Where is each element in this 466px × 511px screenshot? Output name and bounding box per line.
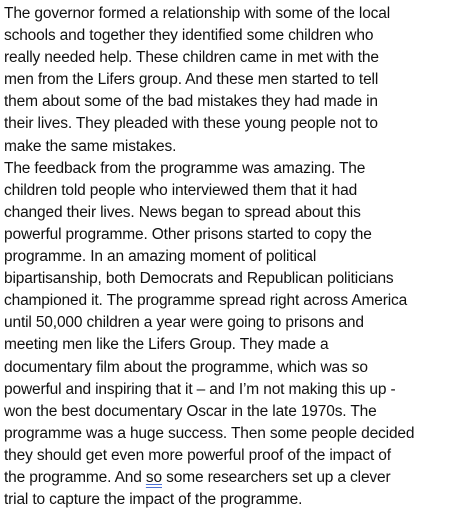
paragraph-2: [4, 158, 462, 511]
text-line: really needed help. These children came in met with the: [4, 49, 379, 67]
text-line: until 50,000 children a year were going to prisons and: [4, 314, 364, 332]
text-line: them about some of the bad mistakes they had made in: [4, 93, 378, 111]
text-line: The feedback from the programme was amazing. The: [4, 159, 366, 177]
text-line: men from the Lifers group. And these men started to tell: [4, 71, 379, 89]
text-line: children told people who interviewed them that it had: [4, 181, 358, 199]
text-line: bipartisanship, both Democrats and Republican politicians: [4, 270, 394, 288]
text-line: trial to capture the impact of the programme.: [4, 491, 303, 509]
text-line: changed their lives. News began to spread about this: [4, 203, 361, 221]
text-line: won the best documentary Oscar in the late 1970s. The: [4, 402, 377, 420]
text-line: powerful and inspiring that it – and I’m not making this up -: [4, 380, 396, 398]
text-line: programme was a huge success. Then some people decided: [4, 424, 415, 442]
text-line-with-flag: [4, 467, 462, 489]
text-line: their lives. They pleaded with these young people not to: [4, 115, 378, 133]
text-line: meeting men like the Lifers Group. They made a: [4, 336, 329, 354]
text-line: documentary film about the programme, which was so: [4, 358, 368, 376]
text-line: powerful programme. Other prisons started to copy the: [4, 225, 372, 243]
text-line: championed it. The programme spread right across America: [4, 292, 408, 310]
text-segment: some researchers set up a clever: [161, 468, 391, 486]
text-line: The governor formed a relationship with some of the local: [4, 5, 391, 22]
text-segment: the programme. And: [4, 468, 146, 486]
text-line: schools and together they identified some children who: [4, 27, 374, 45]
grammar-flagged-word[interactable]: so: [145, 468, 162, 486]
paragraph-1: [4, 3, 462, 158]
text-line: programme. In an amazing moment of political: [4, 248, 317, 266]
text-line: make the same mistakes.: [4, 137, 177, 155]
text-line: they should get even more powerful proof of the impact of: [4, 446, 391, 464]
